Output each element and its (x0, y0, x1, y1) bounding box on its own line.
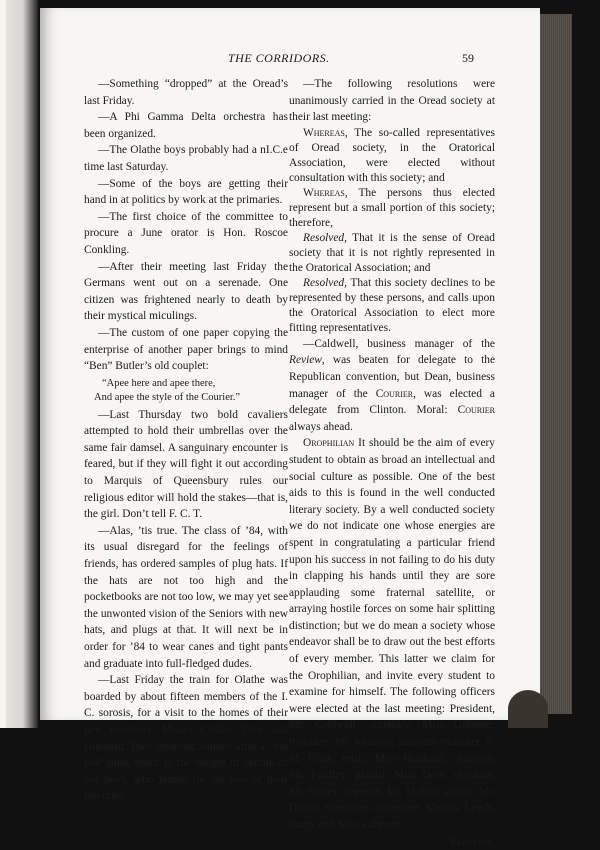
resolution-lead: Whereas, (303, 186, 348, 199)
page-header (40, 51, 540, 71)
running-title: THE CORRIDORS. (228, 51, 330, 65)
publication-name: Review (289, 354, 322, 367)
paragraph: —Something “dropped” at the Oread’s last Friday. (84, 78, 288, 107)
signature: Reporter. (449, 835, 495, 848)
paragraph: —The following resolutions were unanimously carried in the Oread society at their last meeting: (289, 78, 495, 124)
resolution (289, 126, 495, 186)
paragraph: —The first choice of the committee to procure a June orator is Hon. Roscoe Conkling. (84, 210, 288, 256)
resolution-text: That it is the sense of Oread society that it is not rightly represented in the Oratorical Association; and (289, 231, 495, 274)
resolution-text: That this society declines to be represented by these persons, and calls upon the Oratorical Association to elect more fitting representatives. (289, 276, 495, 334)
publication-name: Courier (375, 387, 414, 400)
paragraph: —Last Friday the train for Olathe was boarded by about fifteen members of the I. C. sorosis, for a visit to the homes of their new members, Misses Collins, Dow and Hubbard. They returned Sunday after a “too too” time, much to the delight of certain of our boys, who feared for the loss of their fair ones. (84, 674, 288, 803)
thumb-shadow (508, 690, 548, 728)
resolution (289, 231, 495, 276)
facing-page-edge (0, 0, 38, 728)
resolution-text: The persons thus elected represent but a small portion of this society; therefore, (289, 186, 495, 229)
paragraph: —A Phi Gamma Delta orchestra has been organized. (84, 111, 288, 140)
publication-name: Courier (457, 404, 495, 417)
text-run: It should be the aim of every student to obtain as broad an intellectual and social culture as possible. One of the best aids to this is found in the well conducted literary society. By a well conducted society we do not indicate one whose energies are spent in congratulating a particular friend upon his success in not failing to do his duty in clapping his hands until they are sore applauding some fraternal satellite, or arraying hostile forces on some hair splitting distinction; but we do mean a society whose endeavor shall be to draw out the best efforts of every member. This latter we claim for the Orophilian, and invite every student to examine for himself. The following officers were elected at the last meeting: President, Mr. Caldwell; secretary, Miss Gilmore; treasurer, Mr. Johnson; assistant-treasurer, S. M. Cook; critic, Miss Hubbard; chorister, Mr. Findley; pianist, Miss Dow; chaplain, Mr. Orsley; reporter, Mr. Mahan; janitor, Mr. Doran; executive committee, Messrs. Leach, Curry and Miss Gilmore. (289, 437, 495, 831)
right-column (289, 76, 495, 850)
text-run: , was elected a delegate from Clinton. Moral: (289, 387, 495, 417)
text-run: always ahead. (289, 420, 353, 433)
resolution-lead: Resolved, (303, 276, 347, 289)
paragraph: —Last Thursday two bold cavaliers attempted to hold their umbrellas over the same fair damsel. A sanguinary encounter is feared, but if they will fight it out according to Marquis of Queensbury rules our religious editor will hold the stakes—that is, the girl. Don’t tell F. C. T. (84, 408, 288, 521)
paragraph: —Some of the boys are getting their hand in at politics by work at the primaries. (84, 177, 288, 207)
resolution-lead: Whereas, (303, 126, 348, 139)
resolution (289, 276, 495, 336)
page-number: 59 (462, 51, 474, 65)
verse-line: “Apee here and apee there, (102, 377, 216, 389)
text-run: , was beaten for delegate to the Republican convention, but Dean, business manager of the (289, 354, 495, 400)
resolution-text: The so-called representatives of Oread society, in the Oratorical Association, were elected without consultation with this society; and (289, 126, 495, 184)
paragraph (289, 336, 495, 436)
left-column (84, 76, 288, 805)
resolution-lead: Resolved, (303, 231, 347, 244)
book-cover-edge (572, 0, 600, 728)
quoted-couplet (84, 377, 288, 405)
text-run: —Caldwell, business manager of the (303, 337, 495, 350)
paragraph (289, 435, 495, 833)
paragraph: —Alas, ’tis true. The class of ’84, with its usual disregard for the feelings of friends, has ordered samples of plug hats. If the hats are not too high and the pocketbooks are not too low, we may yet see the unwonted vision of the Seniors with new hats, and plugs at that. It will next be in order for ’84 to wear canes and tight pants and graduate into full-fledged dudes. (84, 524, 288, 670)
resolution (289, 186, 495, 231)
paragraph: —The Olathe boys probably had a nI.C.e time last Saturday. (84, 144, 288, 173)
paragraph: —After their meeting last Friday the Germans went out on a serenade. One citizen was frightened nearly to death by their mystical miculings. (84, 260, 288, 323)
paragraph: —The custom of one paper copying the enterprise of another paper brings to mind “Ben” Butler’s old couplet: (84, 326, 288, 373)
society-heading: Orophilian (303, 437, 355, 450)
book-page (40, 8, 540, 848)
verse-line: And apee the style of the Courier.” (94, 391, 241, 403)
